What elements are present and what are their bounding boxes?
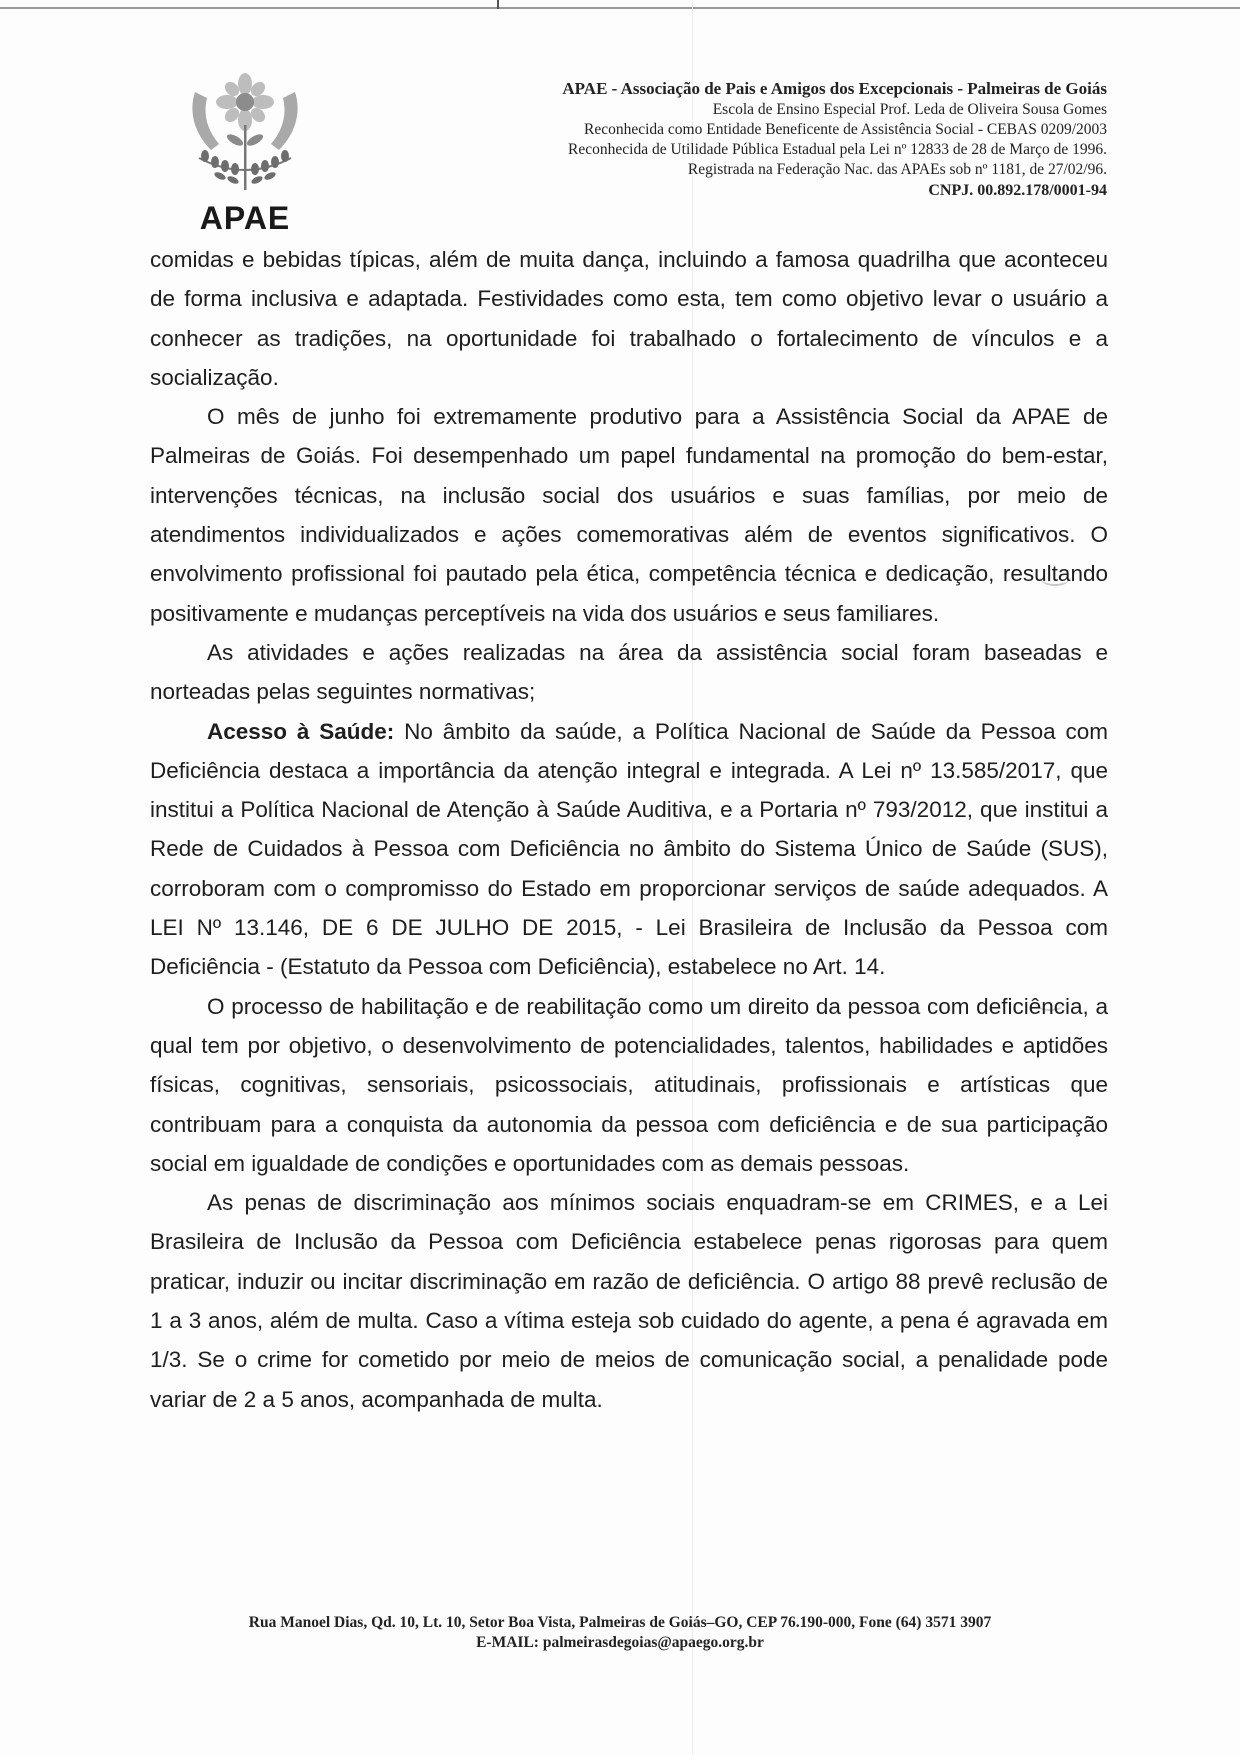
right-hand-shape: [271, 92, 298, 150]
cebas-recognition: Reconhecida como Entidade Beneficente de Assistência Social - CEBAS 0209/2003: [584, 121, 1107, 138]
scan-top-border: [0, 7, 1240, 9]
page-footer: [0, 1613, 1240, 1653]
document-body: [150, 240, 1108, 1419]
flower-stem: [244, 125, 247, 190]
paragraph-health-access: [150, 712, 1108, 987]
scan-top-tick: [497, 0, 499, 9]
left-hand-shape: [192, 92, 219, 150]
organization-name: APAE - Associação de Pais e Amigos dos Excepcionais - Palmeiras de Goiás: [562, 79, 1107, 98]
school-name: Escola de Ensino Especial Prof. Leda de Oliveira Sousa Gomes: [712, 101, 1107, 118]
paragraph-normatives-intro: As atividades e ações realizadas na área da assistência social foram baseadas e norteadas pelas seguintes normativas;: [150, 639, 1108, 705]
footer-address: Rua Manoel Dias, Qd. 10, Lt. 10, Setor Boa Vista, Palmeiras de Goiás–GO, CEP 76.190-000, Fone (64) 3571 3907: [248, 1614, 992, 1631]
apae-logo: [185, 70, 305, 236]
paragraph-festivities: comidas e bebidas típicas, além de muita dança, incluindo a famosa quadrilha que aconteceu de forma inclusiva e adaptada. Festividades como esta, tem como objetivo levar o usuário a conhecer as tradições, na oportunidade foi trabalhado o fortalecimento de vínculos e a socialização.: [150, 247, 1108, 390]
footer-email: E-MAIL: palmeirasdegoias@apaego.org.br: [476, 1634, 764, 1651]
logo-wordmark: APAE: [199, 200, 291, 236]
federation-registration: Registrada na Federação Nac. das APAEs sob nº 1181, de 27/02/96.: [687, 161, 1107, 178]
public-utility-recognition: Reconhecida de Utilidade Pública Estadual pela Lei nº 12833 de 28 de Março de 1996.: [568, 141, 1107, 158]
flower-center: [236, 93, 254, 111]
health-access-text: No âmbito da saúde, a Política Nacional de Saúde da Pessoa com Deficiência destaca a importância da atenção integral e integrada. A Lei nº 13.585/2017, que institui a Política Nacional de Atenção à Saúde Auditiva, e a Portaria nº 793/2012, que institui a Rede de Cuidados à Pessoa com Deficiência no âmbito do Sistema Único de Saúde (SUS), corroboram com o compromisso do Estado em proporcionar serviços de saúde adequados. A LEI Nº 13.146, DE 6 DE JULHO DE 2015, - Lei Brasileira de Inclusão da Pessoa com Deficiência - (Estatuto da Pessoa com Deficiência), estabelece no Art. 14.: [150, 718, 1108, 980]
flower-hands-icon: [185, 70, 305, 200]
paragraph-habilitation: O processo de habilitação e de reabilitação como um direito da pessoa com deficiência, a qual tem por objetivo, o desenvolvimento de potencialidades, talentos, habilidades e aptidões físicas, cognitivas, sensoriais, psicossociais, atitudinais, profissionais e artísticas que contribuam para a conquista da autonomia da pessoa com deficiência e de sua participação social em igualdade de condições e oportunidades com as demais pessoas.: [150, 993, 1108, 1176]
paragraph-june-summary: O mês de junho foi extremamente produtivo para a Assistência Social da APAE de Palmeiras de Goiás. Foi desempenhado um papel fundamental na promoção do bem-estar, intervenções técnicas, na inclusão social dos usuários e suas famílias, por meio de atendimentos individualizados e ações comemorativas além de eventos significativos. O envolvimento profissional foi pautado pela ética, competência técnica e dedicação, resultando positivamente e mudanças perceptíveis na vida dos usuários e seus familiares.: [150, 404, 1108, 626]
cnpj-number: CNPJ. 00.892.178/0001-94: [928, 182, 1107, 199]
paragraph-discrimination-penalties: As penas de discriminação aos mínimos sociais enquadram-se em CRIMES, e a Lei Brasileira de Inclusão da Pessoa com Deficiência estabelece penas rigorosas para quem praticar, induzir ou incitar discriminação em razão de deficiência. O artigo 88 prevê reclusão de 1 a 3 anos, além de multa. Caso a vítima esteja sob cuidado do agente, a pena é agravada em 1/3. Se o crime for cometido por meio de meios de comunicação social, a penalidade pode variar de 2 a 5 anos, acompanhada de multa.: [150, 1190, 1108, 1412]
health-access-heading: Acesso à Saúde:: [207, 718, 395, 744]
